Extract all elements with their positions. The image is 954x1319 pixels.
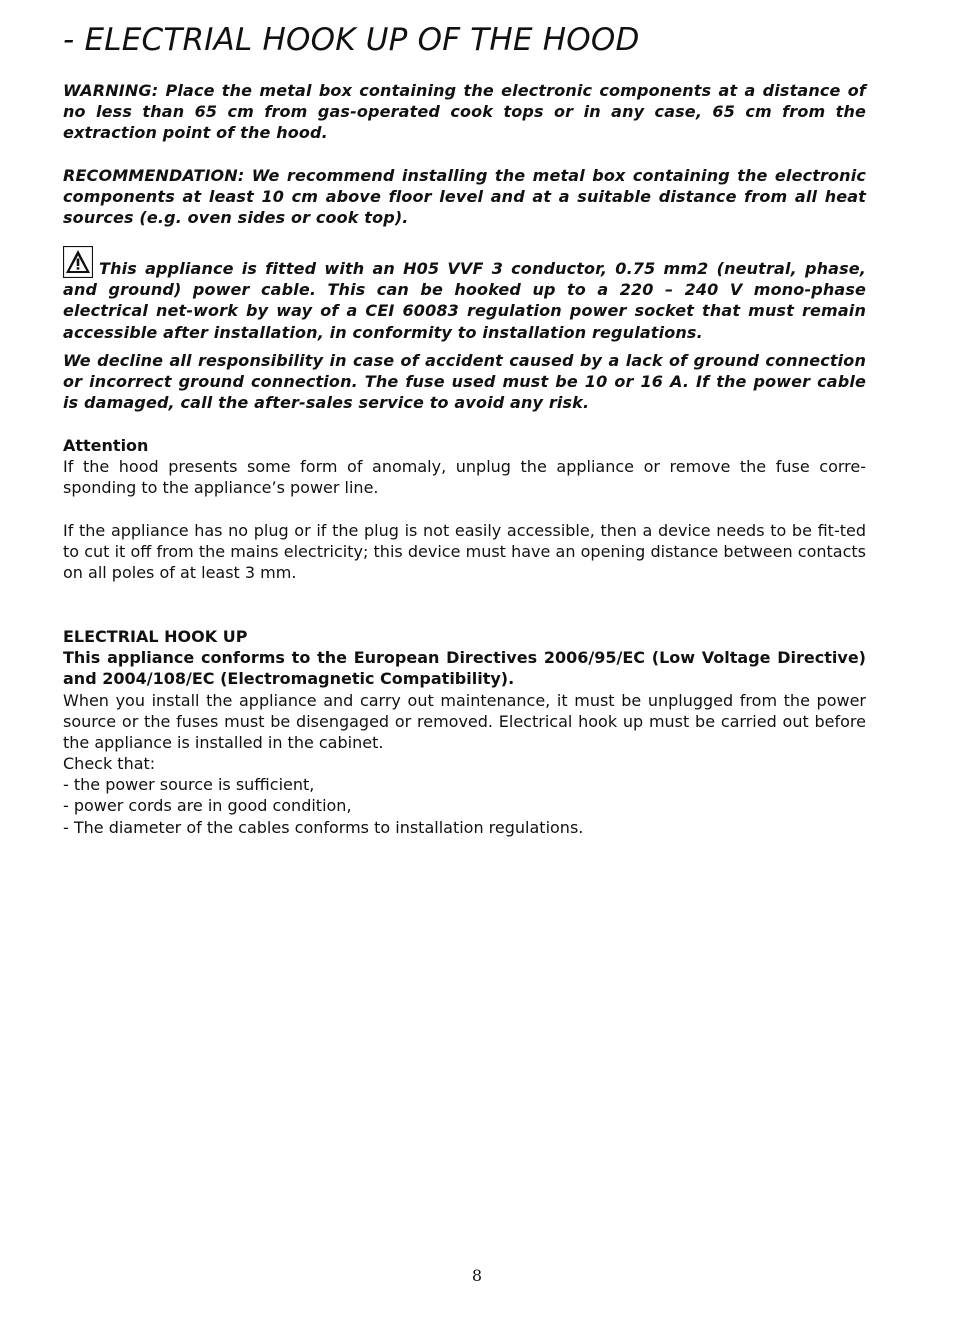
warning-paragraph: WARNING: Place the metal box containing the electronic components at a distance of no less than 65 cm from gas-operated cook tops or in any case, 65 cm from the extraction point of the hood. xyxy=(63,81,866,143)
check-list xyxy=(63,753,866,838)
check-intro: Check that: xyxy=(63,754,156,773)
page-title: - ELECTRIAL HOOK UP OF THE HOOD xyxy=(63,22,640,58)
responsibility-paragraph: We decline all responsibility in case of accident caused by a lack of ground connection or incorrect ground connection. The fuse used must be 10 or 16 A. If the power cable is damaged, call the after-sales service to avoid any risk. xyxy=(63,351,866,413)
warning-triangle-icon xyxy=(63,246,93,278)
hookup-heading: ELECTRIAL HOOK UP xyxy=(63,627,248,646)
list-item: - The diameter of the cables conforms to installation regulations. xyxy=(63,817,584,837)
attention-heading: Attention xyxy=(63,436,149,455)
install-text: When you install the appliance and carry out maintenance, it must be unplugged from the power source or the fuses must be disengaged or removed. Electrical hook up must be carried out before the appliance is installed in the cabinet. xyxy=(63,690,866,753)
directives-text: This appliance conforms to the European Directives 2006/95/EC (Low Voltage Directive) and 2004/108/EC (Electromagnetic Compatibility). xyxy=(63,648,866,689)
disconnect-device-paragraph: If the appliance has no plug or if the plug is not easily accessible, then a device needs to be fit-ted to cut it off from the mains electricity; this device must have an opening distance between contacts on all poles of at least 3 mm. xyxy=(63,521,866,583)
attention-section xyxy=(63,435,866,499)
power-cable-paragraph xyxy=(63,246,866,343)
power-cable-text: This appliance is fitted with an H05 VVF 3 conductor, 0.75 mm2 (neutral, phase, and ground) power cable. This can be hooked up to a 220 – 240 V mono-phase electrical net-work by way of a CEI 60083 regulation power socket that must remain accessible after installation, in conformity to installation regulations. xyxy=(63,259,866,342)
list-item: - the power source is sufficient, xyxy=(63,775,315,795)
electrical-hookup-section xyxy=(63,626,866,753)
list-item: - power cords are in good condition, xyxy=(63,796,352,816)
page-number: 8 xyxy=(471,1266,483,1285)
recommendation-paragraph: RECOMMENDATION: We recommend installing the metal box containing the electronic components at least 10 cm above floor level and at a suitable distance from all heat sources (e.g. oven sides or cook top). xyxy=(63,166,866,228)
attention-text: If the hood presents some form of anomaly, unplug the appliance or remove the fuse corre-sponding to the appliance’s power line. xyxy=(63,457,866,498)
